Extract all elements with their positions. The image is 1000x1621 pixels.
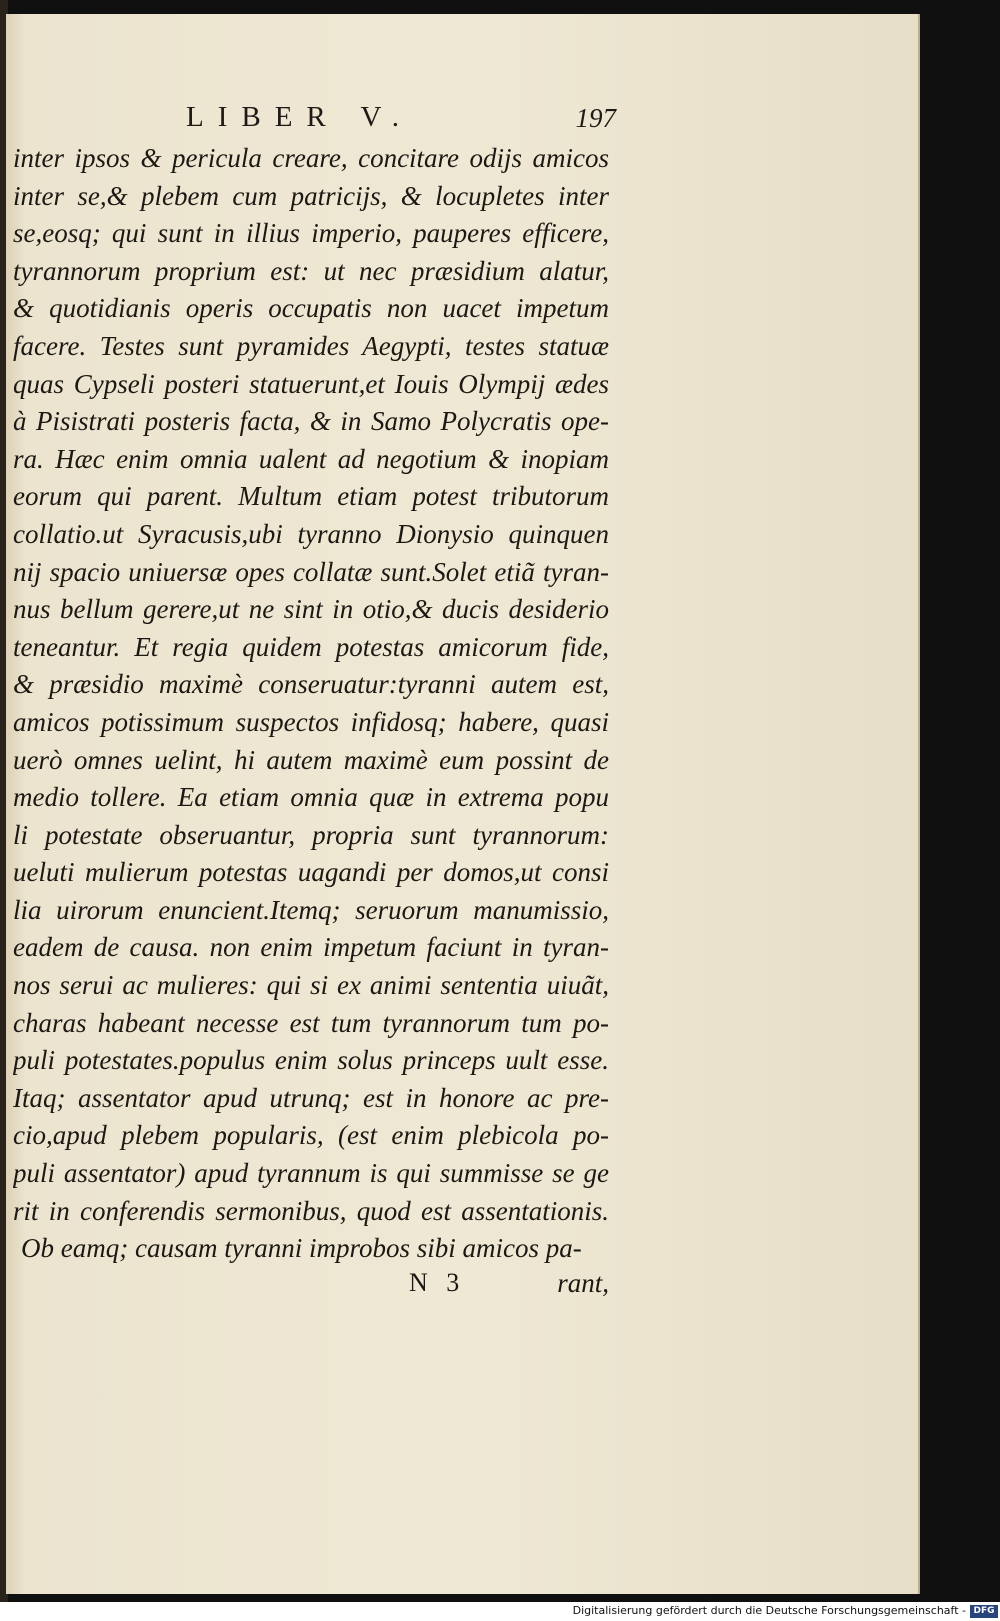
text-line: tyrannorum proprium est: ut nec præsidium alatur, — [13, 255, 609, 286]
text-line: medio tollere. Ea etiam omnia quæ in extrema popu — [13, 782, 609, 813]
text-line: puli assentator) apud tyrannum is qui summisse se ge — [13, 1158, 609, 1189]
text-line: se,eosq; qui sunt in illius imperio, pauperes efficere, — [13, 218, 609, 249]
text-line: ueluti mulierum potestas uagandi per domos,ut consi — [13, 857, 609, 888]
text-line: li potestate obseruantur, propria sunt tyrannorum: — [13, 819, 609, 850]
page-header — [186, 101, 616, 141]
text-line: & quotidianis operis occupatis non uacet impetum — [13, 293, 609, 324]
text-line: rit in conferendis sermonibus, quod est assentationis. — [13, 1195, 609, 1226]
text-line: inter se,& plebem cum patricijs, & locupletes inter — [13, 180, 609, 211]
text-line: nos serui ac mulieres: qui si ex animi sententia uiuãt, — [13, 970, 609, 1001]
dfg-logo: DFG — [970, 1605, 998, 1618]
running-head: LIBER V. — [186, 101, 413, 133]
text-line: eadem de causa. non enim impetum faciunt in tyran- — [13, 932, 609, 963]
text-line: charas habeant necesse est tum tyrannorum tum po- — [13, 1007, 609, 1038]
text-line: nij spacio uniuersæ opes collatæ sunt.Solet etiã tyran- — [13, 556, 609, 587]
digitization-footer — [0, 1602, 1000, 1621]
text-line: amicos potissimum suspectos infidosq; habere, quasi — [13, 706, 609, 737]
page-footer — [13, 1268, 609, 1308]
funding-credit: Digitalisierung gefördert durch die Deutsche Forschungsgemeinschaft - — [572, 1604, 966, 1617]
signature-mark: N 3 — [409, 1268, 466, 1297]
text-line: teneantur. Et regia quidem potestas amicorum fide, — [13, 631, 609, 662]
text-line: ra. Hæc enim omnia ualent ad negotium & inopiam — [13, 443, 609, 474]
text-line: uerò omnes uelint, hi autem maximè eum possint de — [13, 744, 609, 775]
text-line: cio,apud plebem popularis, (est enim plebicola po- — [13, 1120, 609, 1151]
text-line: puli potestates.populus enim solus princeps uult esse. — [13, 1045, 609, 1076]
text-line: quas Cypseli posteri statuerunt,et Iouis Olympij ædes — [13, 368, 609, 399]
catchword: rant, — [557, 1268, 609, 1298]
text-line: inter ipsos & pericula creare, concitare odijs amicos — [13, 143, 609, 173]
text-line: à Pisistrati posteris facta, & in Samo Polycratis ope- — [13, 406, 609, 437]
body-text — [13, 140, 609, 1268]
text-line: Itaq; assentator apud utrunq; est in honore ac pre- — [13, 1082, 609, 1113]
text-line: collatio.ut Syracusis,ubi tyranno Dionysio quinquen — [13, 518, 609, 549]
page-number: 197 — [575, 103, 616, 133]
text-line: eorum qui parent. Multum etiam potest tributorum — [13, 481, 609, 512]
text-line: Ob eamq; causam tyranni improbos sibi amicos pa- — [21, 1233, 582, 1264]
text-line: facere. Testes sunt pyramides Aegypti, testes statuæ — [13, 330, 609, 361]
text-line: & præsidio maximè conseruatur:tyranni autem est, — [13, 669, 609, 700]
text-line: lia uirorum enuncient.Itemq; seruorum manumissio, — [13, 894, 609, 925]
text-line: nus bellum gerere,ut ne sint in otio,& ducis desiderio — [13, 594, 609, 625]
